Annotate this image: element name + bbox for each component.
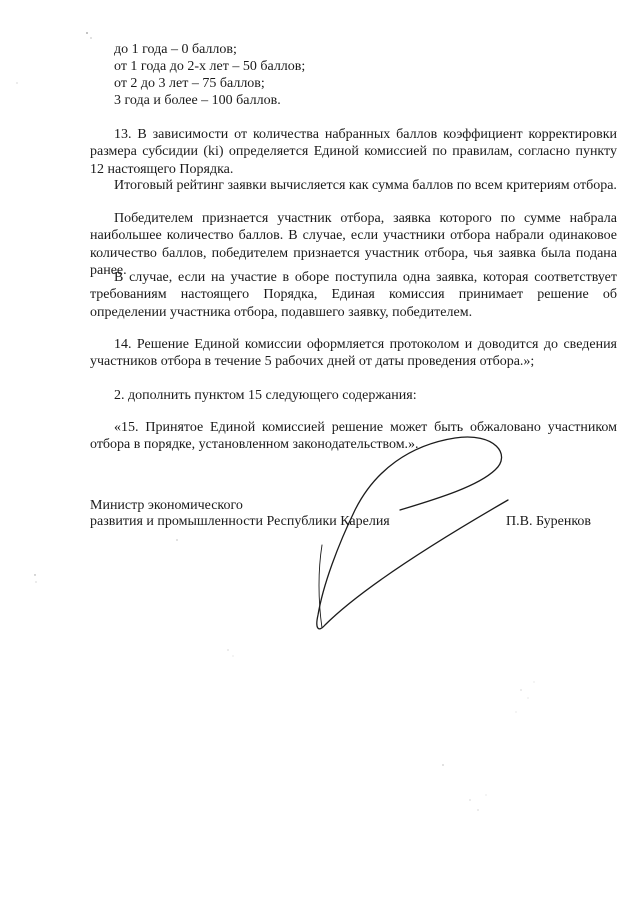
scoring-list-item: от 1 года до 2-х лет – 50 баллов; bbox=[114, 59, 306, 74]
scoring-list-item: 3 года и более – 100 баллов. bbox=[114, 93, 281, 108]
signatory-name: П.В. Буренков bbox=[506, 514, 592, 529]
clause-15-paragraph: «15. Принятое Единой комиссией решение может быть обжаловано участником отбора в порядке, установленном законодательством.». bbox=[90, 420, 617, 453]
clause-13-paragraph-4: В случае, если на участие в оборе поступила одна заявка, которая соответствует требованиям настоящего Порядка, Единая комиссия принимает решение об определении участника отбора, подавшего заявку, победителем. bbox=[90, 270, 617, 320]
amendment-item-2: 2. дополнить пунктом 15 следующего содержания: bbox=[114, 388, 417, 403]
signatory-position-line-2: развития и промышленности Республики Карелия bbox=[90, 514, 390, 529]
signatory-position-line-1: Министр экономического bbox=[90, 498, 243, 513]
signature-stroke bbox=[317, 437, 508, 629]
clause-14-paragraph: 14. Решение Единой комиссии оформляется протоколом и доводится до сведения участников отбора в течение 5 рабочих дней от даты проведения отбора.»; bbox=[90, 337, 617, 370]
signature-underline bbox=[319, 545, 322, 628]
scoring-list-item: от 2 до 3 лет – 75 баллов; bbox=[114, 76, 265, 91]
scoring-list-item: до 1 года – 0 баллов; bbox=[114, 42, 237, 57]
clause-13-paragraph-1: 13. В зависимости от количества набранных баллов коэффициент корректировки размера субсидии (ki) определяется Единой комиссией по правилам, согласно пункту 12 настоящего Порядка. bbox=[90, 127, 617, 177]
clause-13-paragraph-2: Итоговый рейтинг заявки вычисляется как сумма баллов по всем критериям отбора. bbox=[114, 178, 617, 193]
clause-13-paragraph-3: Победителем признается участник отбора, заявка которого по сумме набрала наибольшее количество баллов. В случае, если участники отбора набрали одинаковое количество баллов, победителем признается участник отбора, чья заявка была подана ранее. bbox=[90, 211, 617, 278]
